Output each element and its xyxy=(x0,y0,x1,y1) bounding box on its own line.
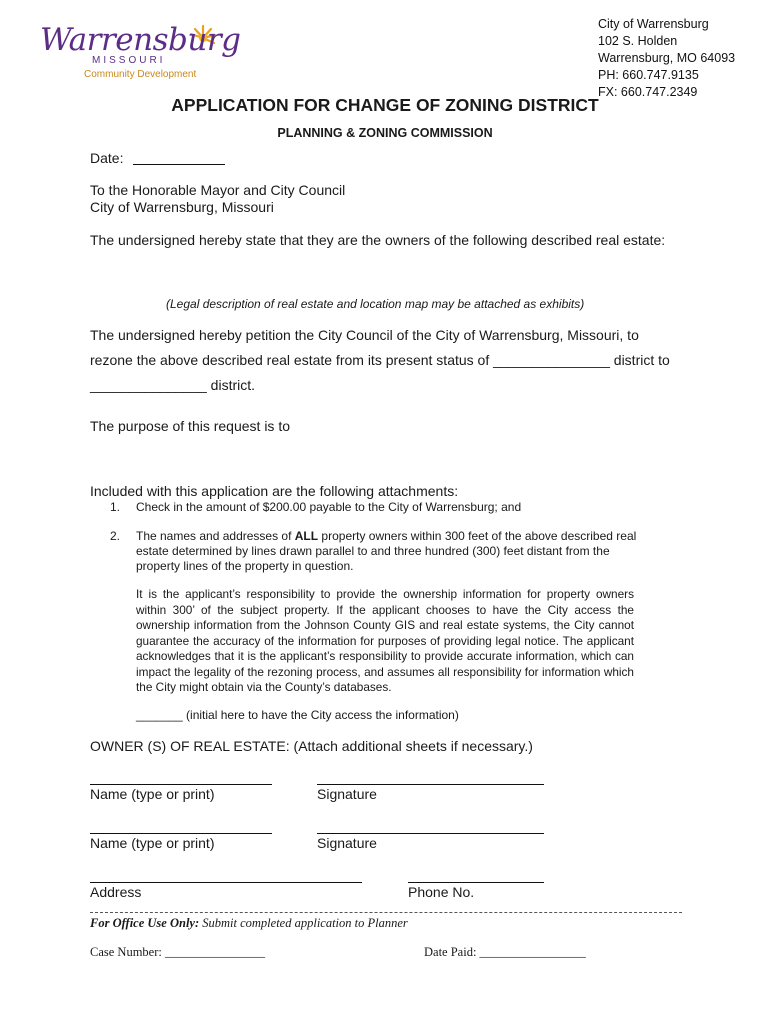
attachment-item-2 xyxy=(110,529,636,543)
owners-statement: The undersigned hereby state that they are the owners of the following described real estate: xyxy=(90,232,666,248)
name-line-2[interactable] xyxy=(90,833,272,834)
petition-line-2: rezone the above described real estate from its present status of _______________ district to xyxy=(90,352,670,368)
contact-block xyxy=(598,16,735,101)
date-row xyxy=(90,150,225,166)
contact-city-state-zip: Warrensburg, MO 64093 xyxy=(598,51,736,65)
date-paid-field: Date Paid: _________________ xyxy=(424,945,586,959)
page-subtitle: PLANNING & ZONING COMMISSION xyxy=(277,126,493,140)
signature-label-1: Signature xyxy=(317,786,377,802)
name-line-1[interactable] xyxy=(90,784,272,785)
contact-city: City of Warrensburg xyxy=(598,17,709,31)
attachment-item-2-line-3: property lines of the property in question. xyxy=(136,559,354,573)
date-field[interactable] xyxy=(133,150,225,165)
address-line[interactable] xyxy=(90,882,362,883)
signature-line-2[interactable] xyxy=(317,833,544,834)
phone-label: Phone No. xyxy=(408,884,475,900)
petition-line-1: The undersigned hereby petition the City Council of the City of Warrensburg, Missouri, to xyxy=(90,327,639,343)
case-number-field: Case Number: ________________ xyxy=(90,945,265,959)
attachment-item-2-pre: The names and addresses of xyxy=(136,529,295,543)
name-label-2: Name (type or print) xyxy=(90,835,215,851)
attachment-item-1-text: Check in the amount of $200.00 payable to the City of Warrensburg; and xyxy=(136,500,522,514)
initial-line: _______ (initial here to have the City access the information) xyxy=(136,708,459,722)
office-use-divider xyxy=(90,912,682,913)
addressee-line-1: To the Honorable Mayor and City Council xyxy=(90,182,346,198)
contact-fax: FX: 660.747.2349 xyxy=(598,85,698,99)
signature-line-1[interactable] xyxy=(317,784,544,785)
logo-wordmark: Warrensburg xyxy=(40,22,241,58)
legal-description-note: (Legal description of real estate and location map may be attached as exhibits) xyxy=(166,297,585,311)
contact-phone: PH: 660.747.9135 xyxy=(598,68,699,82)
attachment-item-2-number: 2. xyxy=(110,529,121,543)
logo-tagline: Community Development xyxy=(84,69,197,80)
attachment-item-2-line-2: estate determined by lines drawn parallel to and three hundred (300) feet distant from the xyxy=(136,544,610,558)
attachments-heading: Included with this application are the following attachments: xyxy=(90,483,459,499)
attachment-item-2-bold: ALL xyxy=(294,529,319,543)
logo-state: MISSOURI xyxy=(92,55,166,66)
addressee-line-2: City of Warrensburg, Missouri xyxy=(90,199,274,215)
responsibility-paragraph: It is the applicant’s responsibility to provide the ownership information for property owners within 300’ of the subject property. If the applicant chooses to have the City access the ownership information from the Johnson County GIS and real estate systems, the City cannot guarantee the accuracy of the information for purposes of providing legal notice. The applicant acknowledges that it is the applicant’s responsibility to provide accurate information, which can impact the legality of the rezoning process, and assumes all responsibility for information which the City might obtain via the County’s databases. xyxy=(136,587,634,694)
phone-line[interactable] xyxy=(408,882,544,883)
name-label-1: Name (type or print) xyxy=(90,786,215,802)
date-label: Date: xyxy=(90,150,124,166)
purpose-label: The purpose of this request is to xyxy=(90,418,290,434)
address-label: Address xyxy=(90,884,142,900)
signature-label-2: Signature xyxy=(317,835,377,851)
office-use-label: For Office Use Only: xyxy=(90,916,200,930)
page-title: APPLICATION FOR CHANGE OF ZONING DISTRICT xyxy=(171,95,599,115)
attachment-item-1-number: 1. xyxy=(110,500,121,514)
contact-street: 102 S. Holden xyxy=(598,34,678,48)
attachment-item-2-post: property owners within 300 feet of the above described real xyxy=(318,529,637,543)
office-use-instruction: Submit completed application to Planner xyxy=(199,916,408,930)
attachment-item-1 xyxy=(110,500,521,514)
office-use-row xyxy=(90,916,408,931)
owner-heading: OWNER (S) OF REAL ESTATE: (Attach additional sheets if necessary.) xyxy=(90,738,533,754)
petition-line-3: _______________ district. xyxy=(90,377,256,393)
